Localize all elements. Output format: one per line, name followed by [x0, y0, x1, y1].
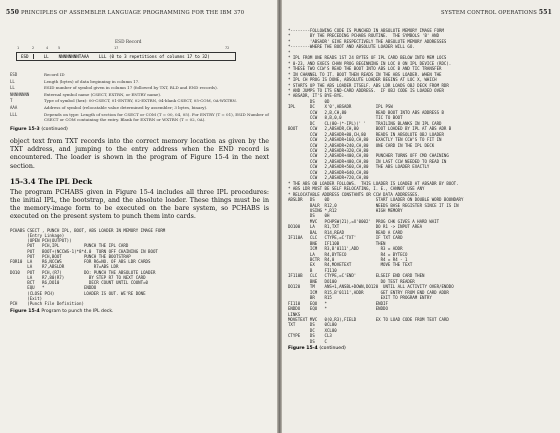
column-number: 2	[32, 46, 35, 50]
code-line: PUT PCH,BOOT PUNCH THE BOOTSTRAP	[27, 253, 131, 259]
code-line: LINKS	[288, 311, 301, 317]
legend-desc: Type of symbol (hex): 00-CSECT, 01-ENTRY, 02-EXTRN, 04-blank CSECT, 05-COM, 0A-WXTRN.	[44, 98, 237, 104]
legend-row	[10, 105, 269, 110]
legend-key: NNNNNNNN	[10, 91, 30, 97]
code-line: DS 0D	[309, 98, 330, 104]
code-line: IF110B CLC CTYPE,=C'END' ELSEIF END CARD THEN	[288, 273, 425, 279]
code-line: BNE IF110B THEN	[309, 240, 386, 246]
code-line: * RELOCATABLE ADDRESS CONSTANTS OR CCW DATA ADDRESSES.	[288, 191, 420, 197]
code-line: MOVETEXT MVC 0(0,R3),FIELD EX TO LOAD CODE FROM TEXT CARD	[288, 317, 449, 323]
section-heading: 15-3.4 The IPL Deck	[10, 176, 93, 186]
figure-caption	[10, 127, 269, 132]
code-line: EQU * ENDDO	[27, 285, 97, 291]
legend-desc: Address of symbol (relocatable value determined by assembler; 3 bytes, binary).	[44, 104, 208, 110]
code-line: (Entry Linkage)	[27, 232, 65, 238]
listing-caption-label: Figure 15-4	[10, 309, 40, 315]
legend-desc: External symbol name (CSECT, EXTRN, or ENTRY name).	[44, 91, 162, 97]
code-line: MVC PCHPSW(21),=X'0002' PROG CHK GIVES A HARD WAIT	[309, 218, 440, 224]
code-line: CCW 2,ABSADR+720,CH,80	[309, 175, 369, 181]
legend-desc: ESID number of symbol given in column 17 (followed by TXT, RLD and END records).	[44, 85, 218, 91]
ipl-code-listing	[288, 28, 552, 344]
legend-key: T	[10, 98, 13, 104]
code-line: * STARTS UP THE ABS LOADER ITSELF. ABS LDR LOADS OBJ DECK FROM RDR	[288, 82, 449, 88]
code-line: *	[288, 49, 291, 55]
column-number: 1	[17, 46, 20, 50]
code-line: BNE DO100 DO TEST READER	[309, 278, 415, 284]
column-number: 72	[225, 46, 230, 50]
right-running-head	[441, 9, 552, 16]
code-line: CCW 2,ABSADR+80,CH,80 READS IN ABSOLUTE OBJ LOADER	[309, 131, 444, 137]
legend-desc: Depends on type: Length of section for CSECT or COM (T = 00, 04, 05). For ENTRY (T = 01), ESID Number of CSECT or COM containing the entry. Blank for EXTRN or WXTRN (T = 02, 0A).	[44, 111, 269, 122]
code-line: * 'ABSADR' GIVE RESPECTIVELY THE ABSOLUTE MEMORY ADDRESSES	[288, 38, 447, 44]
code-line: DC XCL80	[309, 327, 337, 333]
code-line: CCW 2,ABSADR+240,CH,80 ONE CARD IN THE IPL DECK	[309, 142, 435, 148]
code-line: FI110 EQU * ENDIF	[288, 300, 388, 306]
code-line: * ABSADR, IT'S BYE-BYE.	[288, 93, 345, 99]
code-line: ABSLDR DS 0D START LOADER ON DOUBLE WORD BOUNDARY	[288, 197, 464, 203]
code-line: * ABS LDR MUST BE SELF RELOCATING, I. E., CANNOT USE ANY	[288, 186, 425, 192]
code-line: (Exit)	[27, 295, 43, 301]
legend-key: ESD	[10, 72, 18, 77]
code-line: EX R4,MOVETEXT MOVE THE TEXT	[309, 262, 413, 268]
code-line: ICM R3,B'0111',ADD R3 = ADDR	[309, 246, 403, 252]
code-line: FOR10 LA R6,NCCWS FOR R6=NO. OF ABS LDR CARDS	[10, 259, 151, 265]
code-line: LA R7,ABSLDR R7=ABS LDR	[27, 264, 119, 270]
column-number: 4	[46, 46, 49, 50]
code-line: DC CL(80-(*-IPL))' ' TRAILING BLANKS IN IPL CARD	[309, 120, 442, 126]
legend-key: LLL	[10, 111, 18, 117]
right-running-head-title: SYSTEM CONTROL OPERATIONS	[441, 10, 538, 16]
code-line: TXT DS 0CL80	[288, 322, 337, 328]
code-line: * THESE TWO CCW'S READ THE BOOT INTO ABS LOC B AND TIC TRANSFER	[288, 66, 442, 72]
code-line: DO10 PUT PCH,(R7) DO: PUNCH THE ABSOLUTE LOADER	[10, 269, 156, 275]
code-line: * 0-23, AND EXECS CHAN PROG BEGINNING IN LOC 8 ON IPL DEVICE (RDC).	[288, 60, 452, 66]
code-line: CCW 2,B,CH,80 READ BOOT INTO ABS ADDRESS B	[309, 109, 444, 115]
code-line: * THE ABS OB LOADER FOLLOWS. THIS LOADER IS LOADED AT ABSADR BY BOOT.	[288, 180, 459, 186]
figure-caption-label: Figure 15-3	[10, 126, 40, 132]
code-line: DO120 TM ANS+1,ANSBL+DOWN,DO120 UNTIL ALL ACTIVITY OVER/ENDDO	[288, 284, 454, 290]
left-running-head	[6, 9, 244, 16]
right-page	[282, 0, 560, 433]
code-line: PUT PCH,IPL PUNCH THE IPL CARD	[27, 243, 129, 249]
code-line: DO100 LA R1,TXT DO R1 -> INPUT AREA	[288, 224, 423, 230]
code-line: CCW 2,ABSADR+400,CH,80 PUNCHER TURNS OFF CMD CHAINING	[309, 153, 449, 159]
code-line: BOOT CCW 2,ABSADR,CH,80 BOOT LOADED BY IPL AT ABS ADR B	[288, 126, 452, 132]
legend-desc: Length (bytes) of data beginning in column 17.	[44, 78, 140, 84]
code-line: ENDDO EQU * ENDDO	[288, 306, 388, 312]
code-line: * BY THE PRECEDING PCHABS ROUTINE. THE SYMBOLS 'B' AND	[288, 33, 440, 39]
esd-record-box	[16, 52, 236, 61]
legend-key: LL	[10, 85, 15, 91]
code-line: CTYPE DS CL3	[288, 333, 332, 339]
code-line: CCW 2,ABSADR+320,CH,80	[309, 147, 369, 153]
code-line: CCW 8,B,0,0 TIC TO BOOT	[309, 115, 403, 121]
body-paragraph: object text from TXT records into the correct memory location as given by the TXT address, and jumping to the entry address when the END record is encountered. The loader is shown in the program of Figure 15-4 in the next section.	[10, 137, 269, 170]
column-number: 17	[114, 46, 119, 50]
left-running-head-title: PRINCIPLES OF ASSEMBLER LANGUAGE PROGRAMMING FOR THE IBM 370	[20, 10, 245, 16]
listing-caption	[10, 309, 269, 314]
code-line: (CLOSE PCH) LOADER IS OUT. WE'RE DONE	[27, 290, 146, 296]
legend-key: LL	[10, 78, 15, 84]
code-line: DS 0H	[309, 213, 330, 219]
code-line: * IN CHANNEL TO IT. BOOT THEN READS IN THE ABS LOADER. WHEN THE	[288, 71, 442, 77]
code-line: B FI110	[309, 267, 337, 273]
code-line: * AND JUMPS TO ITS END-CARD ADDRESS. IF OBJ CODE IS LOADED OVER	[288, 87, 444, 93]
code-line: BR R15 EXIT TO PROGRAM ENTRY	[309, 295, 432, 301]
listing-caption	[288, 346, 552, 351]
right-page-number: 551	[538, 9, 552, 16]
code-line: *--------FOLLOWING CODE IS PUNCHED IN ABSOLUTE MEMORY IMAGE FORM	[288, 28, 444, 33]
code-line: LA R7,80(R7) BY STEP R7 TO NEXT CARD	[27, 274, 146, 280]
code-line: USING *,R12 HIGH MEMORY	[309, 207, 403, 213]
code-line: DS C	[288, 338, 327, 344]
esd-record-title: ESD Record	[115, 40, 142, 45]
record-cell: LLL (0 to 3 repetitions of columns 17 to 32)	[98, 54, 210, 59]
listing-caption-cont: (continued)	[319, 346, 346, 352]
code-line: PCHABS CSECT , PUNCH IPL, BOOT, ABS LOADER IN MEMORY IMAGE FORM	[10, 227, 166, 233]
code-line: PUT BOOT+(NCCWS-1)*8*4.0 TURN OFF CHAINING IN BOOT	[27, 248, 158, 254]
code-line: BAL R14,READ READ A CARD	[309, 229, 403, 235]
legend-desc: Record ID	[44, 72, 65, 77]
code-line: BALR R12,0 NEEDS BASE REGISTER SINCE IT IS IN	[309, 202, 459, 208]
code-line: (OPEN PCH(OUTPUT))	[27, 238, 72, 244]
legend-key: AAA	[10, 104, 18, 110]
record-cell: NNNNNNNNTAAA	[58, 54, 89, 59]
code-line: IPL DC X'0',ABSADR IPL PSW	[288, 104, 393, 110]
figure-caption-cont: (continued)	[41, 126, 68, 132]
pchabs-code-listing	[10, 228, 269, 307]
left-page	[0, 0, 277, 433]
code-line: *--------WHERE THE BOOT AND ABSOLUTE LOADER WILL GO.	[288, 44, 415, 50]
code-line: BCTR R4,0 R4 = R4 - 1	[309, 257, 408, 263]
code-line: LA R4,BYTECO R4 = BYTECO	[309, 251, 408, 257]
column-number: 5	[58, 46, 61, 50]
left-page-number: 550	[6, 9, 20, 16]
listing-caption-label: Figure 15-4	[288, 346, 318, 352]
code-line: CCW 2,ABSADR+160,CH,80 EXACTLY TEN CCW'S TO FIT IN	[309, 137, 442, 143]
code-line: CCW 2,ABSADR+560,CH,80 THE ABS LOADER EXACTLY	[309, 164, 430, 170]
listing-caption-text: Program to punch the IPL deck.	[41, 309, 114, 315]
legend-row	[10, 112, 269, 122]
code-line: * IPL FROM ONE READS 1ST 24 BYTES OF IPL CARD BELOW INTO MEM LOCS	[288, 55, 447, 61]
code-line: CCW 2,ABSADR+480,CH,80 IN LAST CCW NEEDED TO READ IN	[309, 158, 447, 164]
code-line: IF110A CLC CTYPE,=C'TXT' IF TXT CARD	[288, 235, 403, 241]
code-line: BCT R6,DO10 DECR COUNT UNTIL COUNT=0	[27, 280, 149, 286]
record-cell: LL	[43, 54, 49, 59]
esd-record-layout	[10, 40, 269, 100]
body-paragraph: The program PCHABS given in Figure 15-4 includes all three IPL procedures: the initial IPL, the bootstrap, and the absolute loader. These things must be in the memory-image form to be executed on the bare system, so PCHABS is executed on the present system to punch them into cards.	[10, 188, 269, 221]
code-line: ICM R15,B'0111',ADDR GET ENTRY FROM END CARD ADDR	[309, 289, 449, 295]
code-line: PCH (Punch File Definition)	[10, 301, 84, 307]
code-line: CCW 2,ABSADR+640,CH,80	[309, 169, 369, 175]
record-cell: ESD	[21, 54, 34, 59]
code-line: * IPL CH PROG IS DONE, ABSOLUTE LOADER BEGINS AT LOC X, WHICH	[288, 77, 437, 83]
